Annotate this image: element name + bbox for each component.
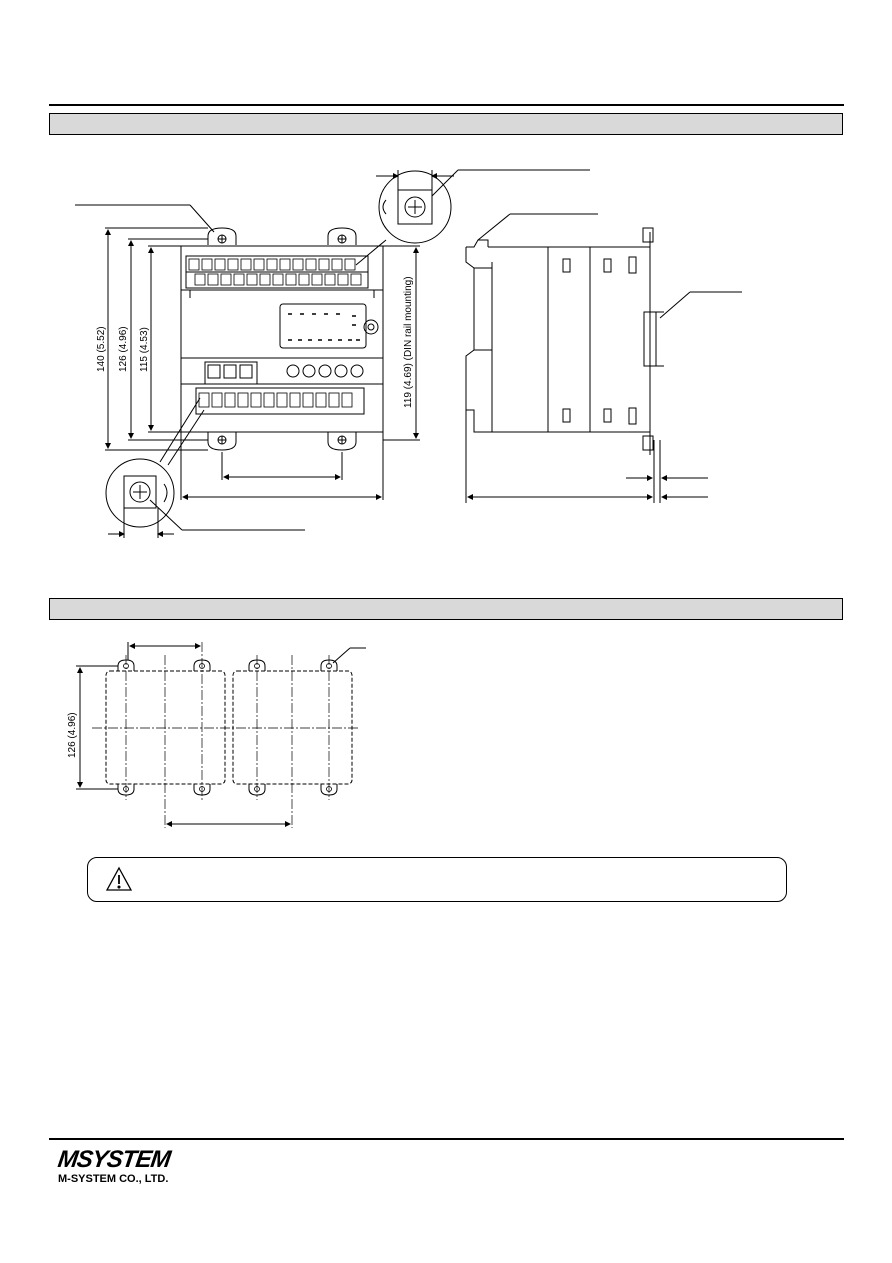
- mount-outline-2: [233, 671, 352, 784]
- dim-height-overall: 140 (5.52): [96, 326, 107, 372]
- dim-din-rail: 119 (4.69) (DIN rail mounting): [403, 276, 414, 408]
- logo-mark: MSYSTEM: [56, 1146, 172, 1173]
- company-name: M-SYSTEM CO., LTD.: [58, 1173, 169, 1185]
- mounting-view: [76, 642, 366, 828]
- front-view: [75, 170, 590, 538]
- mounting-ear-bottom-right: [328, 432, 356, 450]
- display-window: [280, 304, 366, 348]
- caution-box: [87, 857, 787, 902]
- dim-mount-height: 126 (4.96): [67, 712, 78, 758]
- mount-outline-1: [106, 671, 225, 784]
- din-rail: [644, 312, 654, 366]
- mounting-ear-top-right: [328, 228, 356, 245]
- company-logo: [58, 1148, 170, 1186]
- side-view: [466, 214, 742, 503]
- dim-height-mount: 126 (4.96): [118, 326, 129, 372]
- detail-circle-bottom: [106, 398, 305, 538]
- detail-circle-top: [356, 170, 590, 265]
- mounting-ear-bottom-left: [208, 432, 236, 450]
- footer-rule: [49, 1138, 844, 1140]
- dim-height-body: 115 (4.53): [139, 327, 150, 372]
